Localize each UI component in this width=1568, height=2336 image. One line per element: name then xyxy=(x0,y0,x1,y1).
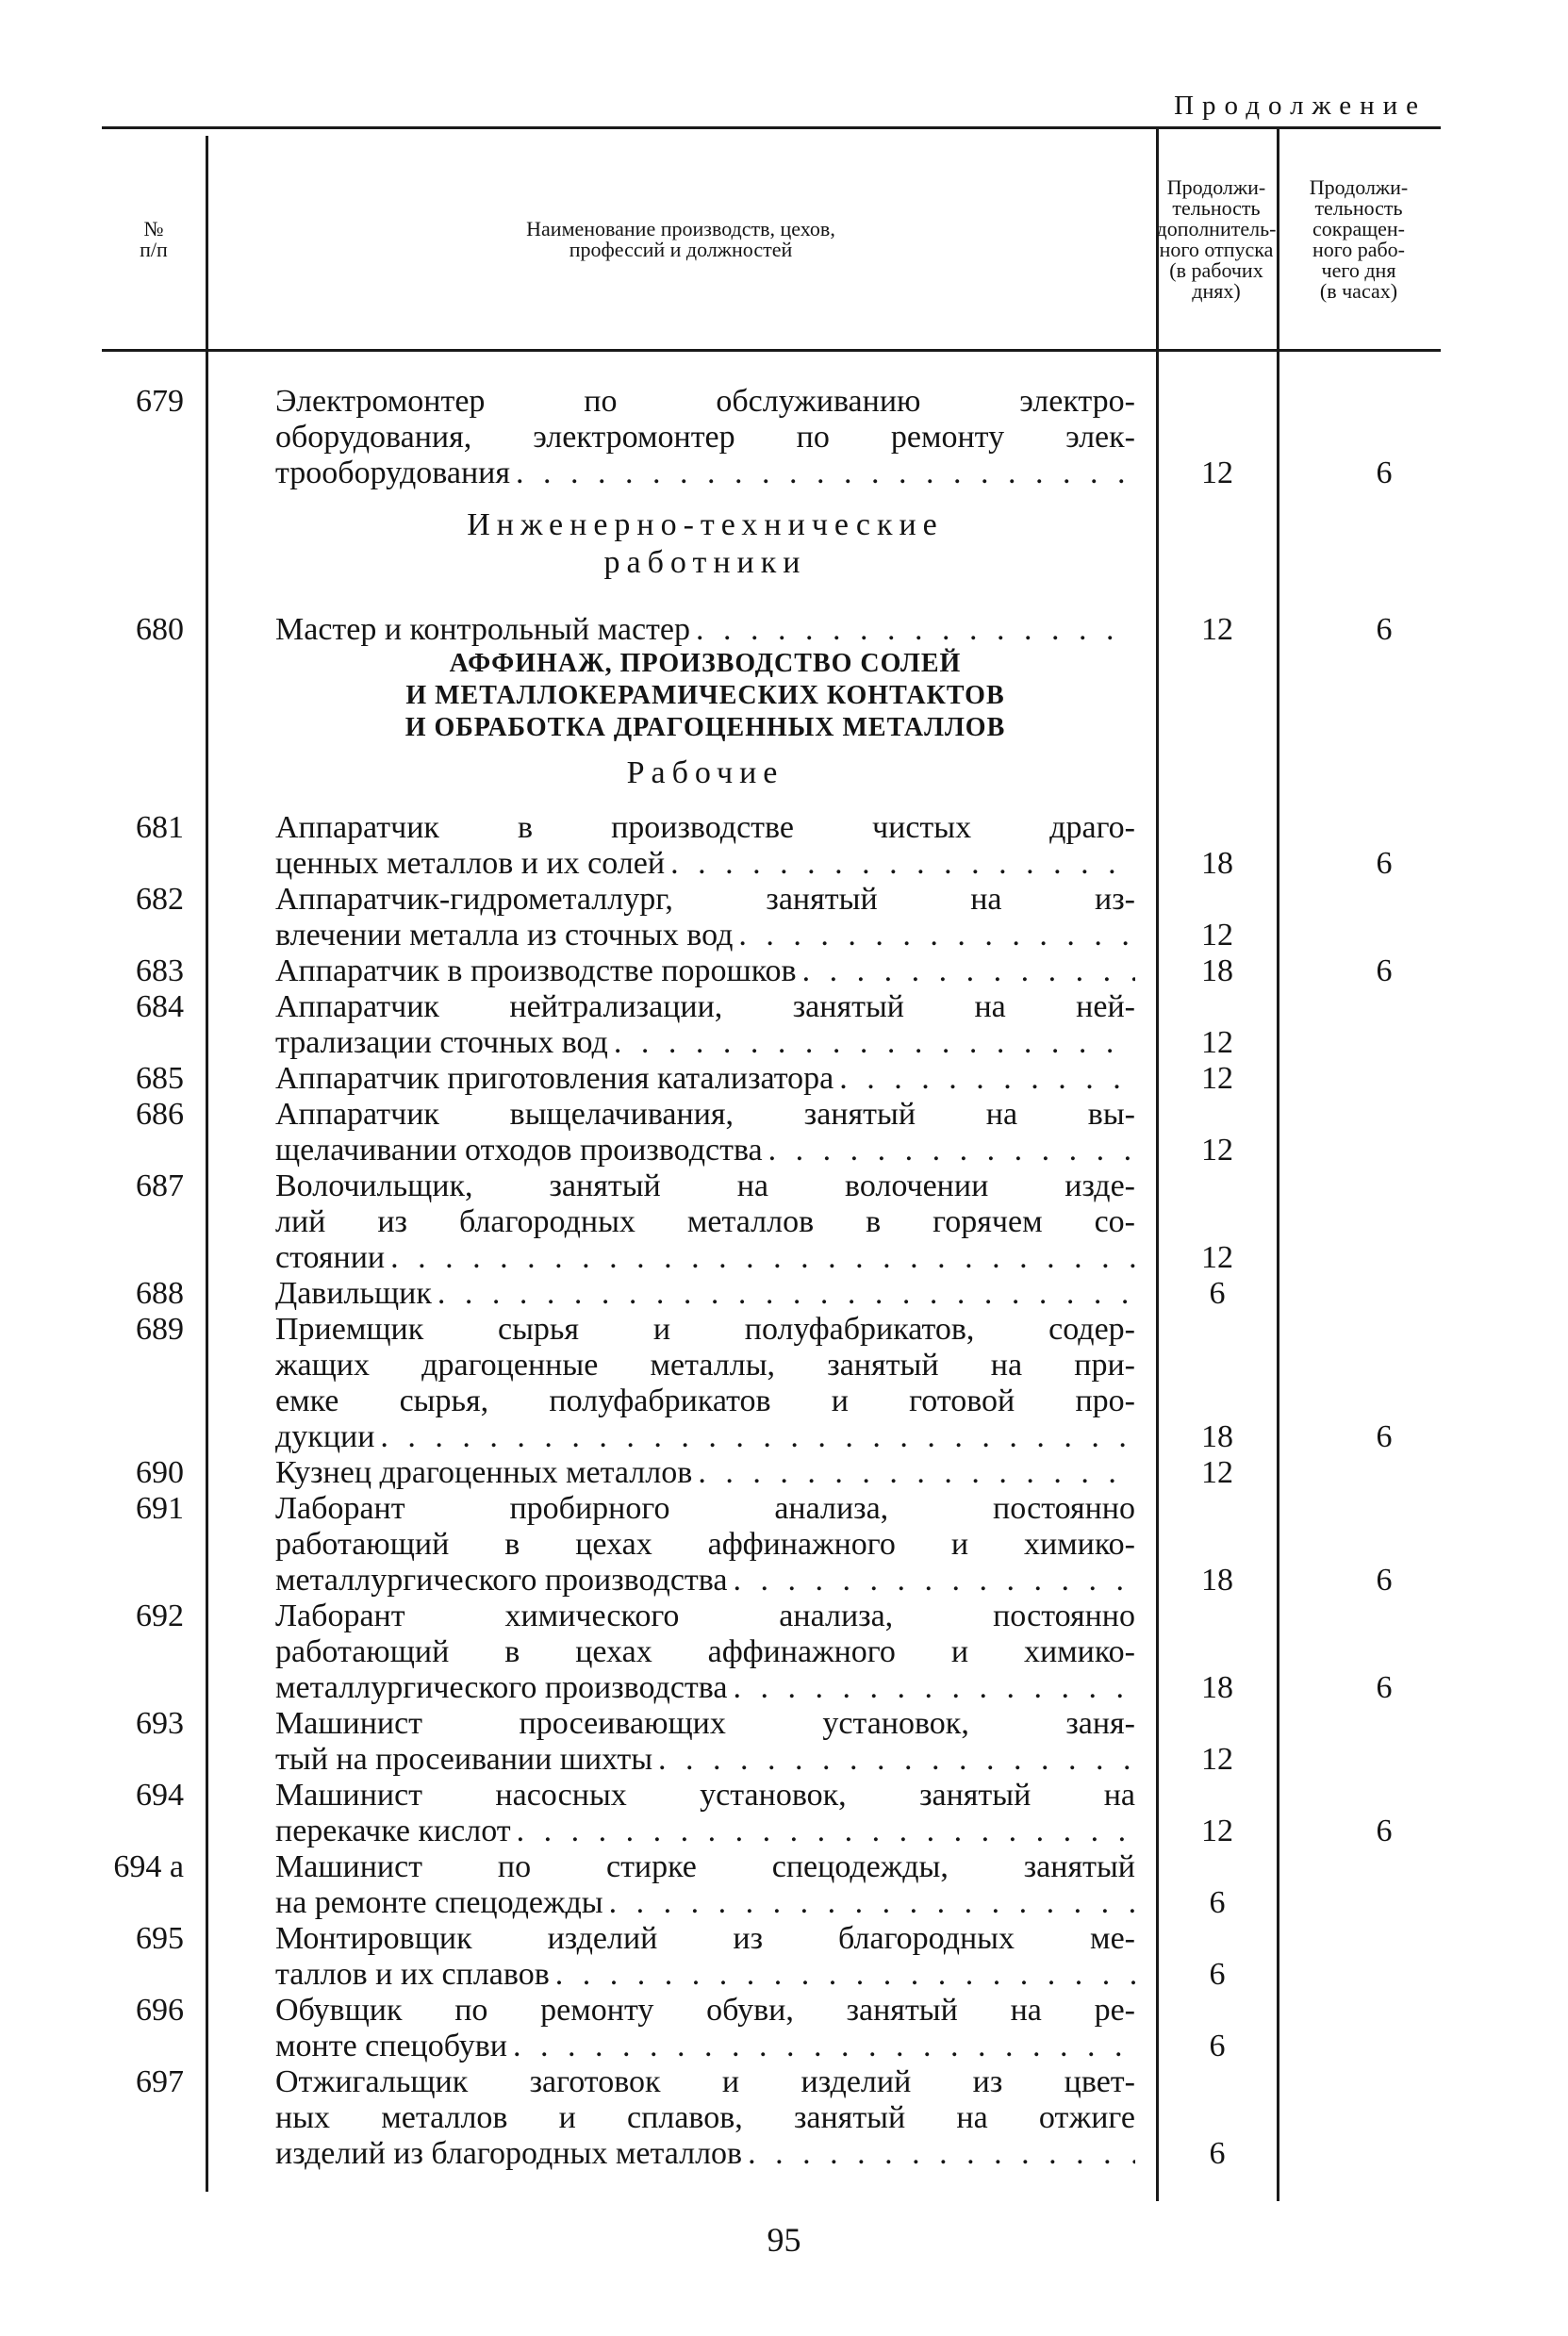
row-name-line: Аппаратчик выщелачивания, занятый на вы- xyxy=(275,1097,1135,1132)
row-number: 683 xyxy=(136,953,184,988)
vacation-days: 18 xyxy=(1201,1563,1233,1598)
row-name-line xyxy=(275,2136,1135,2172)
row-name-line xyxy=(275,612,1135,648)
row-number: 697 xyxy=(136,2064,184,2099)
row-name-line: работающий в цехах аффинажного и химико- xyxy=(275,1634,1135,1669)
leader-dots xyxy=(738,918,1135,953)
row-number: 686 xyxy=(136,1097,184,1132)
short-day-hours: 6 xyxy=(1376,846,1393,881)
leader-dots xyxy=(733,1563,1135,1599)
row-name xyxy=(275,612,1135,648)
row-name-line xyxy=(275,1455,1135,1491)
short-day-hours: 6 xyxy=(1376,953,1393,988)
row-name-text: Аппаратчик в производстве порошков xyxy=(275,953,797,988)
row-name-line: Аппаратчик нейтрализации, занятый на ней- xyxy=(275,989,1135,1024)
vacation-days: 12 xyxy=(1201,918,1233,953)
leader-dots xyxy=(390,1240,1135,1276)
row-name-line: Машинист просеивающих установок, заня- xyxy=(275,1706,1135,1741)
row-name-line xyxy=(275,1419,1135,1455)
row-name-line: жащих драгоценные металлы, занятый на при- xyxy=(275,1348,1135,1383)
vacation-days: 6 xyxy=(1209,1957,1226,1992)
row-name-line: оборудования, электромонтер по ремонту элек- xyxy=(275,420,1135,455)
row-number: 690 xyxy=(136,1455,184,1490)
row-name xyxy=(275,1599,1135,1706)
staff-table xyxy=(102,126,1441,2192)
row-name-text: металлургического производства xyxy=(275,1563,728,1598)
row-name-line xyxy=(275,1814,1135,1849)
leader-dots xyxy=(437,1276,1135,1312)
row-name-text: щелачивании отходов производства xyxy=(275,1133,763,1168)
vacation-days: 12 xyxy=(1201,1061,1233,1096)
row-number: 681 xyxy=(136,810,184,845)
row-name-text: дукции xyxy=(275,1419,375,1454)
column-divider-3 xyxy=(1277,126,1279,2201)
short-day-hours: 6 xyxy=(1376,1419,1393,1454)
row-name-line xyxy=(275,918,1135,953)
row-name-line: ных металлов и сплавов, занятый на отжиге xyxy=(275,2100,1135,2135)
leader-dots xyxy=(380,1419,1135,1455)
row-number: 680 xyxy=(136,612,184,647)
section-affinage-line3: И ОБРАБОТКА ДРАГОЦЕННЫХ МЕТАЛЛОВ xyxy=(404,713,1006,742)
vacation-days: 6 xyxy=(1209,1885,1226,1920)
leader-dots xyxy=(513,2029,1135,2064)
section-affinage xyxy=(275,648,1135,744)
section-engineers-line1: Инженерно-технические xyxy=(467,507,944,542)
header-name: Наименование производств, цехов, профессий и должностей xyxy=(526,217,835,261)
row-name-text: Аппаратчик приготовления катализатора xyxy=(275,1061,834,1096)
row-name-line: Электромонтер по обслуживанию электро- xyxy=(275,384,1135,419)
row-name-line xyxy=(275,1563,1135,1599)
leader-dots xyxy=(609,1885,1135,1921)
row-name-text: влечении металла из сточных вод xyxy=(275,918,734,953)
vacation-days: 12 xyxy=(1201,1025,1233,1060)
vacation-days: 12 xyxy=(1201,1240,1233,1275)
row-name-line xyxy=(275,1240,1135,1276)
section-workers: Рабочие xyxy=(626,755,784,790)
row-name-line xyxy=(275,1276,1135,1312)
row-name-text: трооборудования xyxy=(275,456,511,490)
vacation-days: 6 xyxy=(1209,1276,1226,1311)
row-name xyxy=(275,1778,1135,1849)
section-affinage-line2: И МЕТАЛЛОКЕРАМИЧЕСКИХ КОНТАКТОВ xyxy=(405,681,1005,710)
leader-dots xyxy=(614,1025,1135,1061)
row-name xyxy=(275,1168,1135,1276)
leader-dots xyxy=(670,846,1135,882)
row-name-line xyxy=(275,1742,1135,1778)
continuation-label: Продолжение xyxy=(1174,91,1427,121)
row-name xyxy=(275,1706,1135,1778)
vacation-days: 12 xyxy=(1201,1814,1233,1848)
row-name-text: Кузнец драгоценных металлов xyxy=(275,1455,693,1490)
row-number: 679 xyxy=(136,384,184,419)
row-name xyxy=(275,1455,1135,1491)
row-name-text: металлургического производства xyxy=(275,1670,728,1705)
column-divider-1 xyxy=(206,136,208,2192)
row-number: 695 xyxy=(136,1921,184,1956)
row-name-line: Монтировщик изделий из благородных ме- xyxy=(275,1921,1135,1956)
leader-dots xyxy=(555,1957,1135,1993)
header-vacation: Продолжи- тельность дополнитель- ного отпуска (в рабочих днях) xyxy=(1156,175,1277,303)
row-name xyxy=(275,1849,1135,1921)
short-day-hours: 6 xyxy=(1376,1563,1393,1598)
section-engineers xyxy=(275,506,1135,582)
vacation-days: 12 xyxy=(1201,1455,1233,1490)
leader-dots xyxy=(839,1061,1135,1097)
leader-dots xyxy=(768,1133,1135,1168)
vacation-days: 12 xyxy=(1201,612,1233,647)
row-number: 684 xyxy=(136,989,184,1024)
table-top-rule xyxy=(102,126,1441,129)
section-engineers-line2: работники xyxy=(603,545,807,580)
row-name-text: Мастер и контрольный мастер xyxy=(275,612,690,647)
row-name-line: работающий в цехах аффинажного и химико- xyxy=(275,1527,1135,1562)
short-day-hours: 6 xyxy=(1376,1814,1393,1848)
row-number: 696 xyxy=(136,1993,184,2028)
row-number: 692 xyxy=(136,1599,184,1633)
row-number: 687 xyxy=(136,1168,184,1203)
row-name-line: Отжигальщик заготовок и изделий из цвет- xyxy=(275,2064,1135,2099)
vacation-days: 12 xyxy=(1201,1133,1233,1168)
row-number: 688 xyxy=(136,1276,184,1311)
row-number: 685 xyxy=(136,1061,184,1096)
vacation-days: 18 xyxy=(1201,1419,1233,1454)
row-name-line: лий из благородных металлов в горячем со- xyxy=(275,1204,1135,1239)
row-number: 693 xyxy=(136,1706,184,1741)
leader-dots xyxy=(698,1455,1135,1491)
row-name xyxy=(275,1993,1135,2064)
row-name-line xyxy=(275,953,1135,989)
vacation-days: 18 xyxy=(1201,953,1233,988)
leader-dots xyxy=(696,612,1135,648)
row-name-text: монте спецобуви xyxy=(275,2029,507,2063)
row-name-text: перекачке кислот xyxy=(275,1814,511,1848)
row-number: 682 xyxy=(136,882,184,917)
row-name-line xyxy=(275,1025,1135,1061)
row-name-line: Обувщик по ремонту обуви, занятый на ре- xyxy=(275,1993,1135,2028)
row-name-line: Волочильщик, занятый на волочении изде- xyxy=(275,1168,1135,1203)
column-divider-2 xyxy=(1156,126,1159,2201)
row-name-line: Приемщик сырья и полуфабрикатов, содер- xyxy=(275,1312,1135,1347)
leader-dots xyxy=(517,1814,1135,1849)
row-name xyxy=(275,953,1135,989)
header-shortday: Продолжи- тельность сокращен- ного рабо- чего дня (в часах) xyxy=(1309,175,1409,303)
row-name-text: стоянии xyxy=(275,1240,386,1275)
vacation-days: 18 xyxy=(1201,846,1233,881)
row-name xyxy=(275,882,1135,953)
row-name xyxy=(275,1312,1135,1455)
row-name-line: Лаборант химического анализа, постоянно xyxy=(275,1599,1135,1633)
row-name-line xyxy=(275,1885,1135,1921)
leader-dots xyxy=(658,1742,1135,1778)
row-name-line xyxy=(275,1670,1135,1706)
row-name-text: тый на просеивании шихты xyxy=(275,1742,653,1777)
row-number: 694 xyxy=(136,1778,184,1813)
row-name-text: на ремонте спецодежды xyxy=(275,1885,603,1920)
row-name xyxy=(275,1921,1135,1993)
vacation-days: 6 xyxy=(1209,2029,1226,2063)
row-name xyxy=(275,384,1135,491)
short-day-hours: 6 xyxy=(1376,456,1393,490)
row-name-line: Машинист насосных установок, занятый на xyxy=(275,1778,1135,1813)
row-name-text: изделий из благородных металлов xyxy=(275,2136,743,2171)
leader-dots xyxy=(748,2136,1135,2172)
row-name-line: Лаборант пробирного анализа, постоянно xyxy=(275,1491,1135,1526)
table-header-rule xyxy=(102,349,1441,352)
row-name-line xyxy=(275,1061,1135,1097)
row-name-line: емке сырья, полуфабрикатов и готовой про- xyxy=(275,1383,1135,1418)
row-number: 689 xyxy=(136,1312,184,1347)
header-num: № п/п xyxy=(140,217,168,261)
row-name xyxy=(275,1097,1135,1168)
row-name xyxy=(275,1061,1135,1097)
row-name xyxy=(275,2064,1135,2172)
row-name-text: трализации сточных вод xyxy=(275,1025,608,1060)
vacation-days: 12 xyxy=(1201,1742,1233,1777)
row-name-line xyxy=(275,846,1135,882)
row-name xyxy=(275,1491,1135,1599)
row-name-line xyxy=(275,456,1135,491)
row-name-line: Аппаратчик в производстве чистых драго- xyxy=(275,810,1135,845)
leader-dots xyxy=(733,1670,1135,1706)
short-day-hours: 6 xyxy=(1376,1670,1393,1705)
row-name xyxy=(275,989,1135,1061)
leader-dots xyxy=(802,953,1135,989)
row-name-line xyxy=(275,2029,1135,2064)
vacation-days: 18 xyxy=(1201,1670,1233,1705)
vacation-days: 12 xyxy=(1201,456,1233,490)
row-number: 691 xyxy=(136,1491,184,1526)
page-number: 95 xyxy=(767,2221,801,2259)
short-day-hours: 6 xyxy=(1376,612,1393,647)
row-name-line xyxy=(275,1133,1135,1168)
row-name-text: ценных металлов и их солей xyxy=(275,846,666,881)
row-name-text: таллов и их сплавов xyxy=(275,1957,550,1992)
row-name xyxy=(275,1276,1135,1312)
section-affinage-line1: АФФИНАЖ, ПРОИЗВОДСТВО СОЛЕЙ xyxy=(449,649,962,678)
leader-dots xyxy=(516,456,1135,491)
row-name-line: Аппаратчик-гидрометаллург, занятый на из- xyxy=(275,882,1135,917)
row-name-text: Давильщик xyxy=(275,1276,432,1311)
row-number: 694 а xyxy=(113,1849,184,1884)
row-name-line: Машинист по стирке спецодежды, занятый xyxy=(275,1849,1135,1884)
row-name-line xyxy=(275,1957,1135,1993)
row-name xyxy=(275,810,1135,882)
vacation-days: 6 xyxy=(1209,2136,1226,2171)
